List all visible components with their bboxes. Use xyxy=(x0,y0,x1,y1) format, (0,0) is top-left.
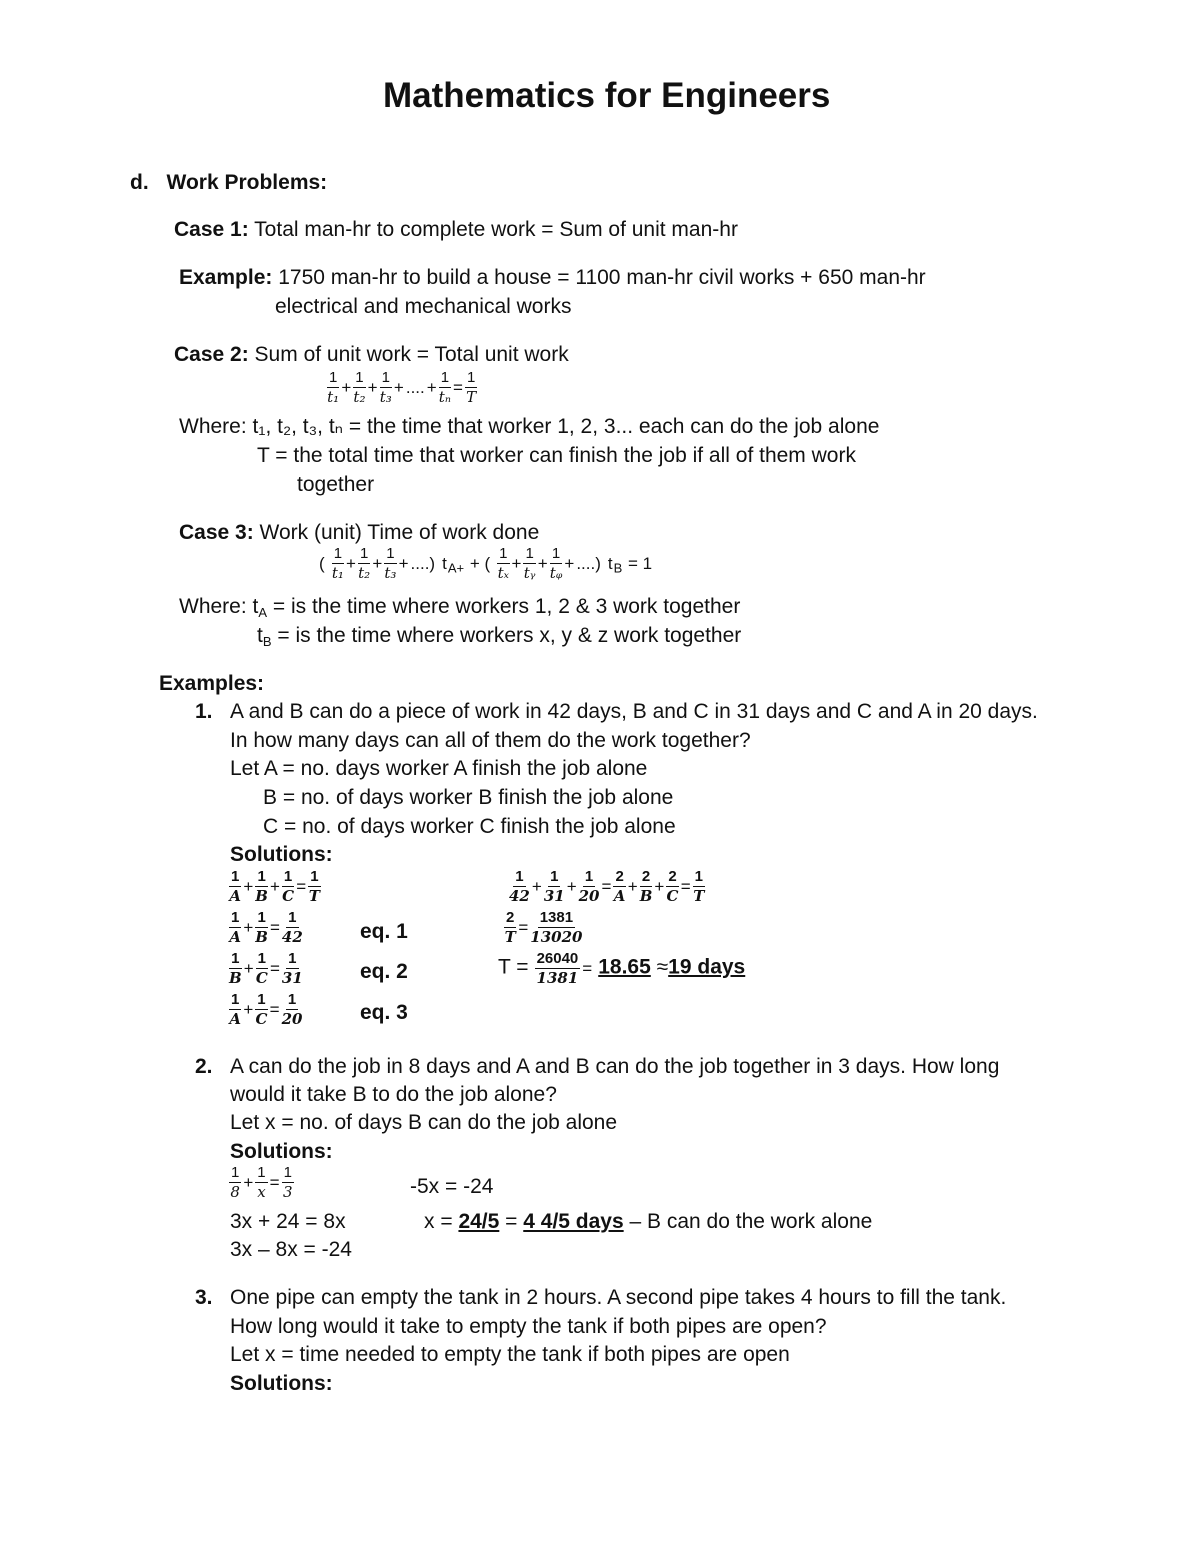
ex2-answer2: 4 4/5 days xyxy=(523,1210,624,1233)
ex1-eq-sum: $\frac{1}{A}$ + $\frac{1}{B}$ + $\frac{1}{C}$ = $\frac{1}{T}$ xyxy=(229,868,320,905)
page-title: Mathematics for Engineers xyxy=(383,76,831,115)
ex2-solutions: Solutions: xyxy=(230,1140,333,1163)
ex1-eq3: $\frac{1}{A}$ + $\frac{1}{C}$ = $\frac{1}{20}$ xyxy=(229,991,303,1028)
ex1-solutions: Solutions: xyxy=(230,843,333,866)
section-label: d. xyxy=(130,171,149,194)
ex1-T-result: T = $\frac{26040}{1381}$ = 18.65 ≈19 days xyxy=(498,950,746,987)
case3-formula: ( $\frac{1}{\text{t₁}}$ + $\frac{1}{\text{t₂}}$ + $\frac{1}{\text{t₃}}$ + ....) $t_{A+}$ + ( $\frac{1}{\text{tₓ}}$ + $\frac{1}{\text{tᵧ}}$ + $\frac{1}{\text{tᵩ}}$ + ....) $t_B = 1$ xyxy=(319,545,653,582)
ex1-let3: C = no. of days worker C finish the job alone xyxy=(263,815,676,838)
case1-label: Case 1: xyxy=(174,218,249,241)
case2-where3: together xyxy=(297,473,375,496)
case3-where2: $t_B$ = is the time where workers x, y & z work together xyxy=(257,624,742,649)
ex1-line2: In how many days can all of them do the work together? xyxy=(230,729,751,752)
examples-heading: Examples: xyxy=(159,672,265,695)
case3-label: Case 3: xyxy=(179,521,254,544)
section-title: Work Problems: xyxy=(166,171,328,194)
ex1-line1: A and B can do a piece of work in 42 days, B and C in 31 days and C and A in 20 days. xyxy=(230,700,1038,723)
case2-line xyxy=(174,343,569,367)
fraction: $\frac{1}{\text{t₂}}$ xyxy=(353,369,366,406)
case3-line xyxy=(179,521,539,545)
ex2-answer-line: x = 24/5 = 4 4/5 days – B can do the work alone xyxy=(424,1210,873,1233)
ex1-sum-eq: $\frac{1}{42}$ + $\frac{1}{31}$ + $\frac{1}{20}$ = $\frac{2}{A}$ + $\frac{2}{B}$ + $\frac{2}{C}$ = $\frac{1}{T}$ xyxy=(509,868,705,905)
ex3-line1: One pipe can empty the tank in 2 hours. A second pipe takes 4 hours to fill the tank. xyxy=(230,1286,1007,1309)
case3-where1: Where: $t_A$ = is the time where workers 1, 2 & 3 work together xyxy=(179,595,741,620)
ex1-eq2-label: eq. 2 xyxy=(360,960,408,983)
example-label: Example: xyxy=(179,266,273,289)
case2-text: Sum of unit work = Total unit work xyxy=(248,343,569,366)
ex1-answer: 19 days xyxy=(668,955,746,979)
fraction: $\frac{1}{T}$ xyxy=(466,369,477,406)
ex2-eqB: 3x – 8x = -24 xyxy=(230,1238,352,1261)
case1-text: Total man-hr to complete work = Sum of unit man-hr xyxy=(248,218,738,241)
ex1-let1: Let A = no. days worker A finish the job alone xyxy=(230,757,648,780)
ex1-eq2: $\frac{1}{B}$ + $\frac{1}{C}$ = $\frac{1}{31}$ xyxy=(229,950,303,987)
case2-where1: Where: t₁, t₂, t₃, tₙ = the time that worker 1, 2, 3... each can do the job alone xyxy=(179,415,880,438)
ex2-line2: would it take B to do the job alone? xyxy=(230,1083,557,1106)
ex1-let2: B = no. of days worker B finish the job alone xyxy=(263,786,674,809)
ex1-eq1-label: eq. 1 xyxy=(360,920,408,943)
ex2-answer1: 24/5 xyxy=(458,1210,500,1233)
ex2-fraction-eq: $\frac{1}{8}$ + $\frac{1}{x}$ = $\frac{1}{3}$ xyxy=(230,1164,293,1201)
case3-text: Work (unit) Time of work done xyxy=(253,521,540,544)
ex2-eqA: 3x + 24 = 8x xyxy=(230,1210,346,1233)
ex1-number: 1. xyxy=(195,700,213,723)
ex3-line2: How long would it take to empty the tank if both pipes are open? xyxy=(230,1315,827,1338)
fraction: $\frac{1}{\text{t₃}}$ xyxy=(379,369,392,406)
ex2-line1: A can do the job in 8 days and A and B can do the job together in 3 days. How long xyxy=(230,1055,1000,1078)
ex3-number: 3. xyxy=(195,1286,213,1309)
example-text: 1750 man-hr to build a house = 1100 man-hr civil works + 650 man-hr xyxy=(272,266,926,289)
ex2-number: 2. xyxy=(195,1055,213,1078)
case2-where2: T = the total time that worker can finish the job if all of them work xyxy=(257,444,856,467)
ex2-let1: Let x = no. of days B can do the job alone xyxy=(230,1111,618,1134)
case2-label: Case 2: xyxy=(174,343,249,366)
fraction: $\frac{1}{\text{t₁}}$ xyxy=(327,369,340,406)
ex1-eq1: $\frac{1}{A}$ + $\frac{1}{B}$ = $\frac{1}{42}$ xyxy=(229,909,303,946)
example-line2: electrical and mechanical works xyxy=(275,295,572,318)
case2-formula: $\frac{1}{\text{t₁}}$ + $\frac{1}{\text{t₂}}$ + $\frac{1}{\text{t₃}}$ + .... + $\frac{1}{\text{tₙ}}$ = $\frac{1}{T}$ xyxy=(327,369,477,406)
ex1-eq3-label: eq. 3 xyxy=(360,1001,408,1024)
ex1-2overT: $\frac{2}{T}$ = $\frac{1381}{13020}$ xyxy=(504,909,583,946)
ex2-eqC: -5x = -24 xyxy=(410,1175,494,1198)
case1-line xyxy=(174,218,738,242)
ex1-result: 18.65 xyxy=(598,955,651,979)
ex3-let1: Let x = time needed to empty the tank if both pipes are open xyxy=(230,1343,790,1366)
ex3-solutions: Solutions: xyxy=(230,1372,333,1395)
fraction: $\frac{1}{\text{tₙ}}$ xyxy=(438,369,451,406)
example-line1 xyxy=(179,266,926,290)
section-heading xyxy=(130,171,327,195)
